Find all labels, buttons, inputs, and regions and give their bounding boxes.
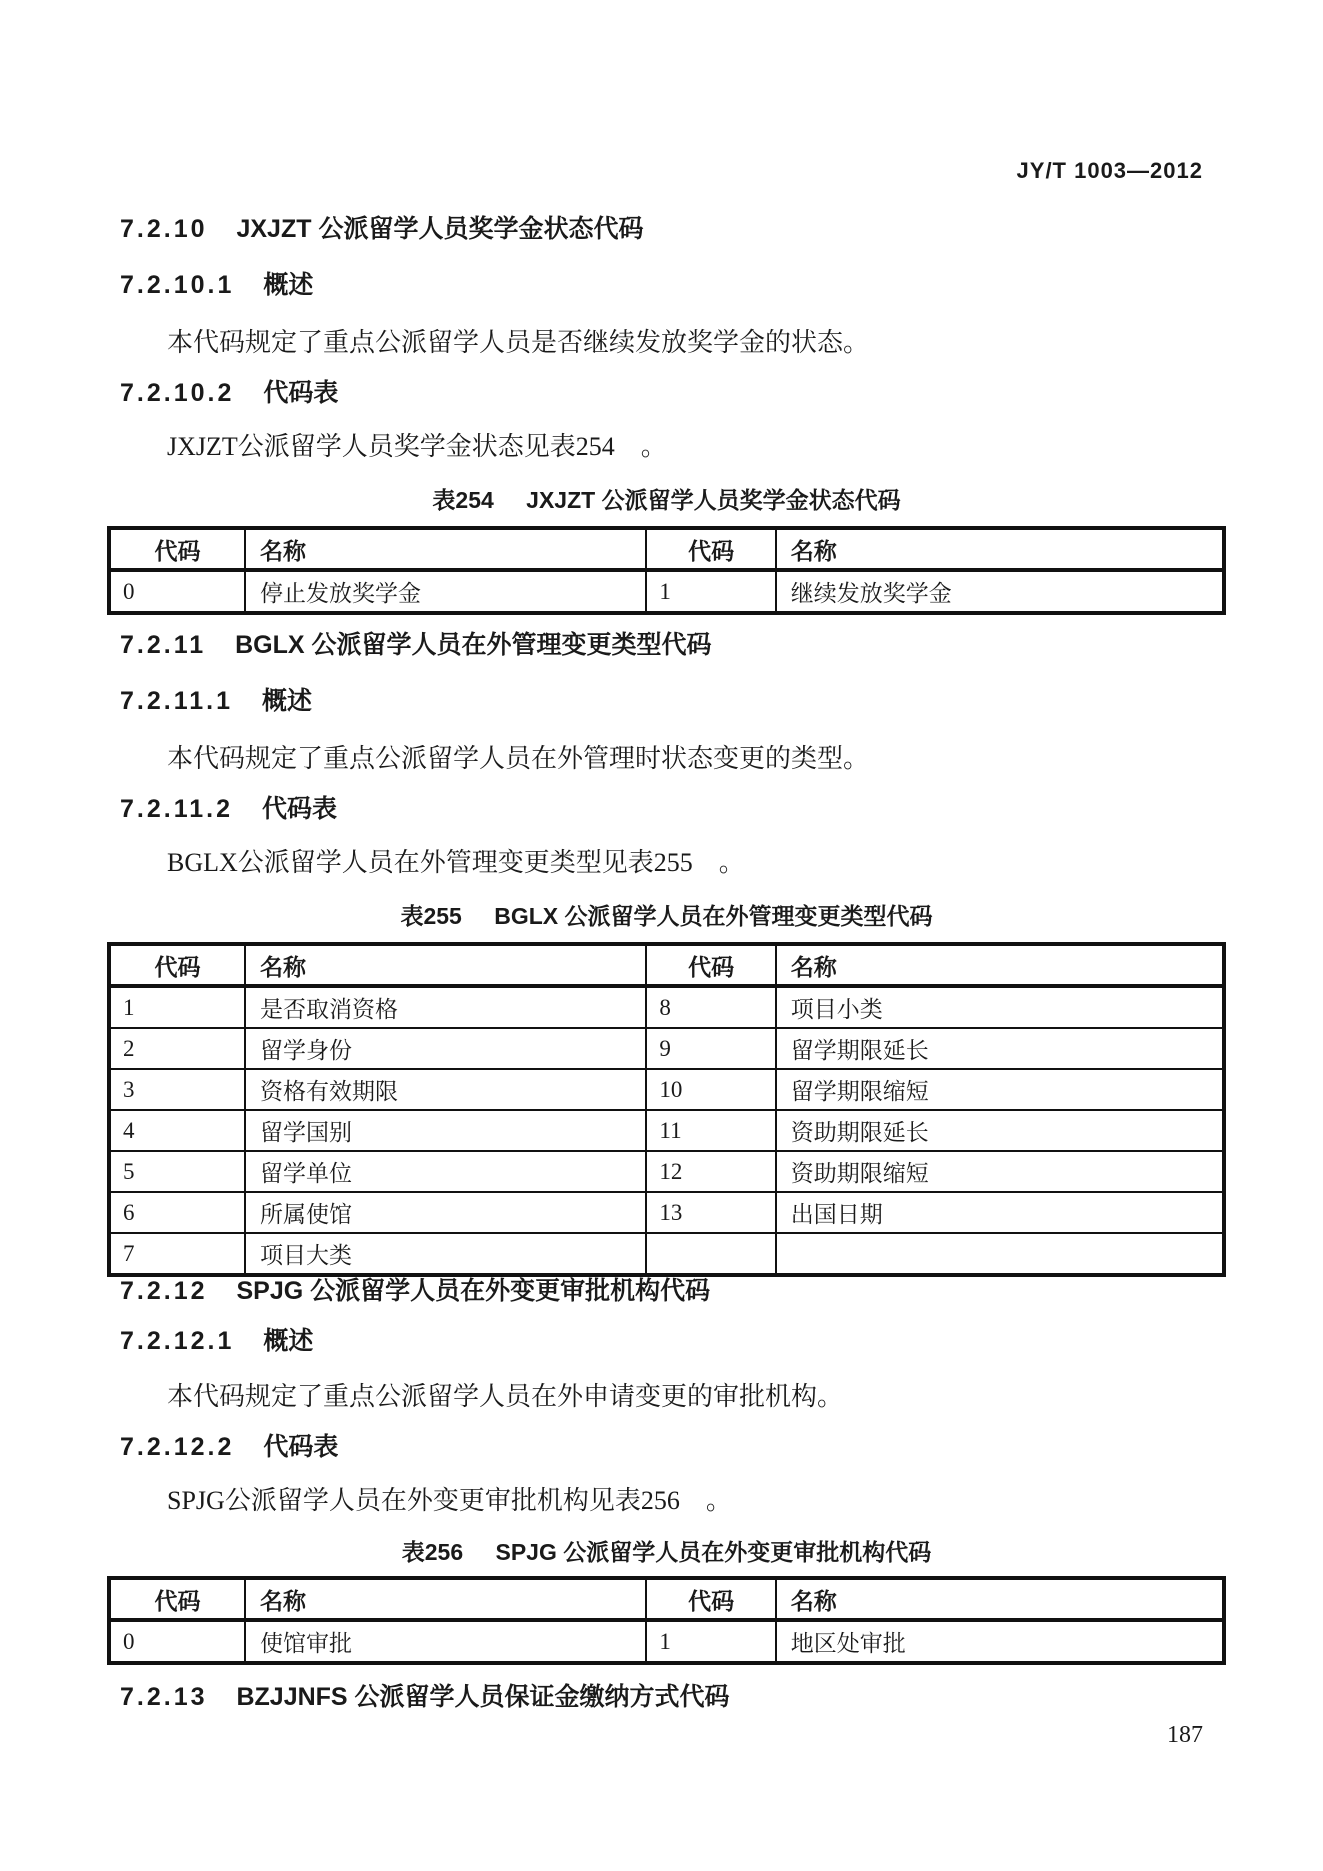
table-cell: 8	[646, 986, 775, 1028]
table-cell: 继续发放奖学金	[776, 570, 1224, 613]
section-title: 代码表	[263, 379, 339, 407]
column-header-code: 代码	[109, 1578, 245, 1620]
table-cell: 资助期限延长	[776, 1110, 1224, 1151]
table-cell: 3	[109, 1069, 245, 1110]
table-title: BGLX 公派留学人员在外管理变更类型代码	[494, 903, 933, 929]
table-row	[109, 986, 1224, 1028]
table-cell: 是否取消资格	[245, 986, 646, 1028]
section-number: 7.2.11.2	[120, 795, 233, 823]
table-cell: 0	[123, 578, 135, 604]
table-cell: 留学单位	[245, 1151, 646, 1192]
table-reference-paragraph: SPJG公派留学人员在外变更审批机构见表256 。	[167, 1486, 732, 1515]
table-cell: 地区处审批	[776, 1620, 1224, 1663]
table-title: SPJG 公派留学人员在外变更审批机构代码	[495, 1539, 932, 1565]
table-cell: 出国日期	[776, 1192, 1224, 1233]
column-header-name: 名称	[245, 944, 646, 986]
column-header-name: 名称	[776, 944, 1224, 986]
table-cell: 5	[109, 1151, 245, 1192]
column-header-code: 代码	[646, 1578, 775, 1620]
table-label: 表254	[432, 487, 494, 513]
table-cell: 10	[646, 1069, 775, 1110]
section-title: SPJG 公派留学人员在外变更审批机构代码	[236, 1277, 711, 1305]
table-reference-paragraph: BGLX公派留学人员在外管理变更类型见表255 。	[167, 848, 745, 877]
section-number: 7.2.13	[120, 1683, 208, 1711]
table-cell: 项目大类	[245, 1233, 646, 1275]
column-header-code: 代码	[646, 944, 775, 986]
table-title: JXJZT 公派留学人员奖学金状态代码	[526, 487, 901, 513]
table-cell: 12	[646, 1151, 775, 1192]
table-cell: 停止发放奖学金	[245, 570, 646, 613]
column-header-name: 名称	[245, 528, 646, 570]
table-caption-256	[107, 1534, 1226, 1567]
section-title: 概述	[261, 687, 312, 715]
table-reference-paragraph: JXJZT公派留学人员奖学金状态见表254 。	[167, 432, 667, 461]
column-header-name: 名称	[776, 1578, 1224, 1620]
column-header-code: 代码	[646, 528, 775, 570]
table-row	[109, 1620, 1224, 1663]
table-row	[109, 1110, 1224, 1151]
section-title: 代码表	[261, 795, 337, 823]
section-number: 7.2.12.1	[120, 1327, 235, 1355]
column-header-code: 代码	[109, 944, 245, 986]
section-heading-7-2-13	[120, 1682, 730, 1712]
table-row	[109, 1233, 1224, 1275]
section-heading-7-2-12	[120, 1276, 710, 1306]
code-table-255	[107, 942, 1226, 1277]
table-cell: 资助期限缩短	[776, 1151, 1224, 1192]
section-title: JXJZT 公派留学人员奖学金状态代码	[236, 215, 644, 243]
table-cell: 9	[646, 1028, 775, 1069]
page-number: 187	[1167, 1722, 1203, 1748]
table-cell: 0	[123, 1628, 135, 1654]
table-cell: 4	[109, 1110, 245, 1151]
table-header-row	[109, 1578, 1224, 1620]
overview-paragraph: 本代码规定了重点公派留学人员在外申请变更的审批机构。	[167, 1382, 844, 1411]
section-title: 代码表	[263, 1433, 339, 1461]
section-heading-7-2-11	[120, 630, 712, 660]
table-cell: 资格有效期限	[245, 1069, 646, 1110]
subsection-heading-7-2-10-2	[120, 378, 338, 408]
table-label: 表256	[401, 1539, 464, 1565]
section-number: 7.2.12.2	[120, 1433, 235, 1461]
table-cell: 使馆审批	[245, 1620, 646, 1663]
overview-paragraph: 本代码规定了重点公派留学人员在外管理时状态变更的类型。	[167, 744, 870, 773]
standard-code-header: JY/T 1003—2012	[1016, 158, 1203, 183]
code-table-256	[107, 1576, 1226, 1665]
table-cell: 6	[109, 1192, 245, 1233]
section-title: 概述	[263, 1327, 314, 1355]
table-cell: 13	[646, 1192, 775, 1233]
table-cell: 1	[123, 994, 135, 1020]
section-title: BZJJNFS 公派留学人员保证金缴纳方式代码	[236, 1683, 730, 1711]
subsection-heading-7-2-11-1	[120, 686, 312, 716]
section-number: 7.2.10.1	[120, 271, 235, 299]
section-title: 概述	[263, 271, 314, 299]
subsection-heading-7-2-12-2	[120, 1432, 338, 1462]
section-number: 7.2.11.1	[120, 687, 233, 715]
column-header-name: 名称	[245, 1578, 646, 1620]
table-header-row	[109, 944, 1224, 986]
subsection-heading-7-2-10-1	[120, 270, 313, 300]
table-cell: 所属使馆	[245, 1192, 646, 1233]
table-caption-254	[107, 482, 1226, 515]
table-cell	[646, 1233, 775, 1275]
table-cell: 留学期限缩短	[776, 1069, 1224, 1110]
subsection-heading-7-2-12-1	[120, 1326, 313, 1356]
overview-paragraph: 本代码规定了重点公派留学人员是否继续发放奖学金的状态。	[167, 328, 870, 357]
section-number: 7.2.10.2	[120, 379, 235, 407]
column-header-code: 代码	[109, 528, 245, 570]
section-title: BGLX 公派留学人员在外管理变更类型代码	[235, 631, 712, 659]
table-cell	[776, 1233, 1224, 1275]
table-cell: 1	[646, 1620, 775, 1663]
column-header-name: 名称	[776, 528, 1224, 570]
table-row	[109, 570, 1224, 613]
subsection-heading-7-2-11-2	[120, 794, 337, 824]
table-row	[109, 1069, 1224, 1110]
table-cell: 2	[109, 1028, 245, 1069]
table-cell: 留学国别	[245, 1110, 646, 1151]
section-number: 7.2.10	[120, 215, 208, 243]
table-cell: 11	[646, 1110, 775, 1151]
code-table-254	[107, 526, 1226, 615]
section-number: 7.2.12	[120, 1277, 208, 1305]
table-cell: 项目小类	[776, 986, 1224, 1028]
table-cell: 留学身份	[245, 1028, 646, 1069]
table-cell: 1	[646, 570, 775, 613]
section-heading-7-2-10	[120, 214, 643, 244]
section-number: 7.2.11	[120, 631, 207, 659]
table-cell: 留学期限延长	[776, 1028, 1224, 1069]
table-caption-255	[107, 898, 1226, 931]
table-label: 表255	[400, 903, 462, 929]
table-row	[109, 1028, 1224, 1069]
table-row	[109, 1151, 1224, 1192]
table-row	[109, 1192, 1224, 1233]
table-header-row	[109, 528, 1224, 570]
table-cell: 7	[109, 1233, 245, 1275]
